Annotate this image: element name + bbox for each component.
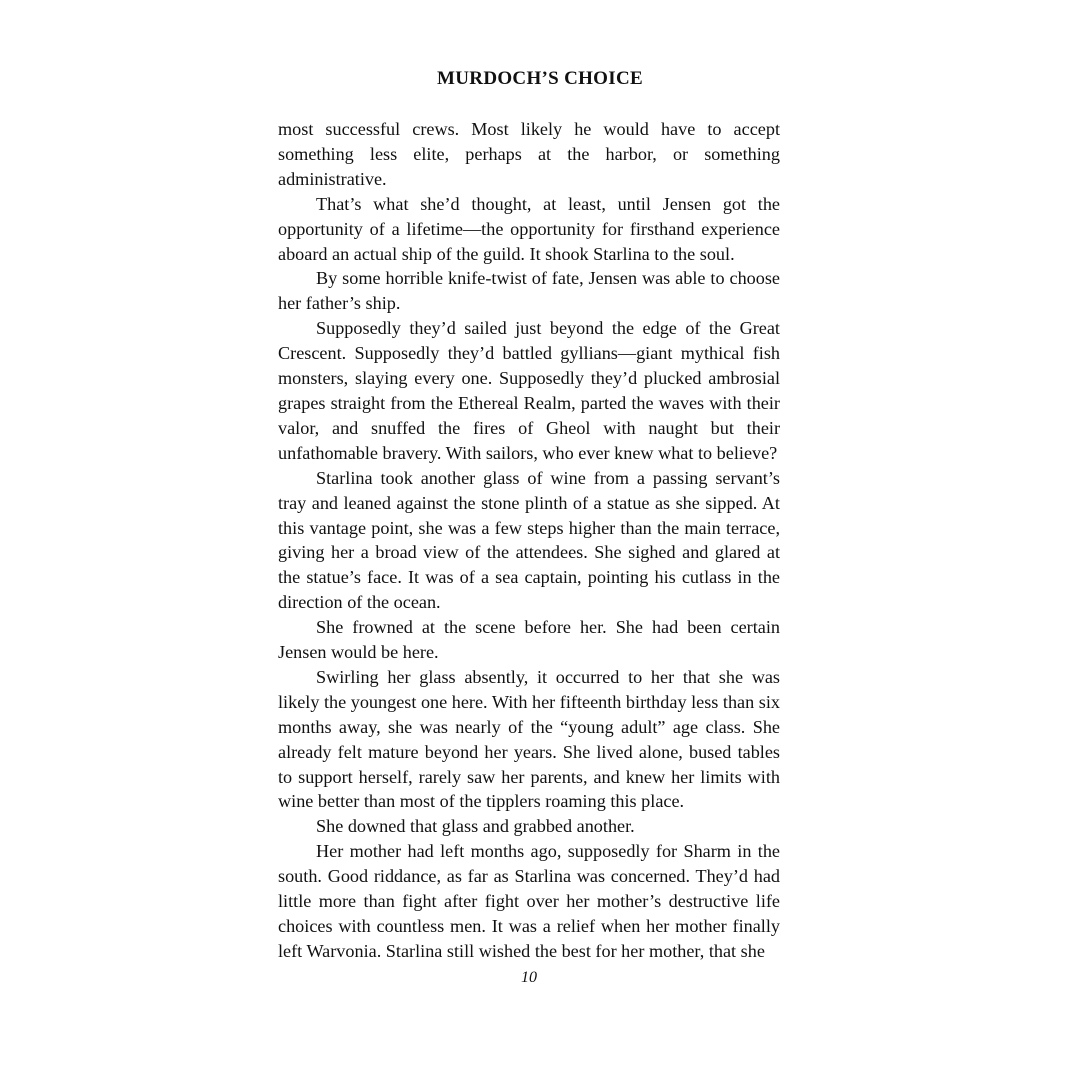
paragraph-9: Her mother had left months ago, supposedly for Sharm in the south. Good riddance, as far as Starlina was concerned. They’d had little more than fight after fight over her mother’s destructive life choices with countless men. It was a relief when her mother finally left Warvonia. Starlina still wished the best for her mother, that she — [278, 841, 780, 961]
paragraph-2: That’s what she’d thought, at least, until Jensen got the opportunity of a lifetime—the opportunity for firsthand experience aboard an actual ship of the guild. It shook Starlina to the soul. — [278, 193, 780, 264]
paragraph-3: By some horrible knife-twist of fate, Jensen was able to choose her father’s ship. — [278, 268, 780, 314]
paragraph-6: She frowned at the scene before her. She had been certain Jensen would be here. — [278, 617, 780, 663]
page-number: 10 — [521, 969, 537, 986]
paragraph-4: Supposedly they’d sailed just beyond the edge of the Great Crescent. Supposedly they’d battled gyllians—giant mythical fish monsters, slaying every one. Supposedly they’d plucked ambrosial grapes straight from the Ethereal Realm, parted the waves with their valor, and snuffed the fires of Gheol with naught but their unfathomable bravery. With sailors, who ever knew what to believe? — [278, 318, 780, 463]
paragraph-1: most successful crews. Most likely he would have to accept something less elite, perhaps at the harbor, or something administrative. — [278, 119, 780, 189]
running-head-title: MURDOCH’S CHOICE — [437, 68, 643, 89]
paragraph-5: Starlina took another glass of wine from a passing servant’s tray and leaned against the stone plinth of a statue as she sipped. At this vantage point, she was a few steps higher than the main terrace, giving her a broad view of the attendees. She sighed and glared at the statue’s face. It was of a sea captain, pointing his cutlass in the direction of the ocean. — [278, 467, 780, 613]
paragraph-7: Swirling her glass absently, it occurred to her that she was likely the youngest one here. With her fifteenth birthday less than six months away, she was nearly of the “young adult” age class. She already felt mature beyond her years. She lived alone, bused tables to support herself, rarely saw her parents, and knew her limits with wine better than most of the tipplers roaming this place. — [278, 666, 780, 812]
body-text — [278, 117, 780, 964]
paragraph-8: She downed that glass and grabbed another. — [316, 816, 635, 837]
